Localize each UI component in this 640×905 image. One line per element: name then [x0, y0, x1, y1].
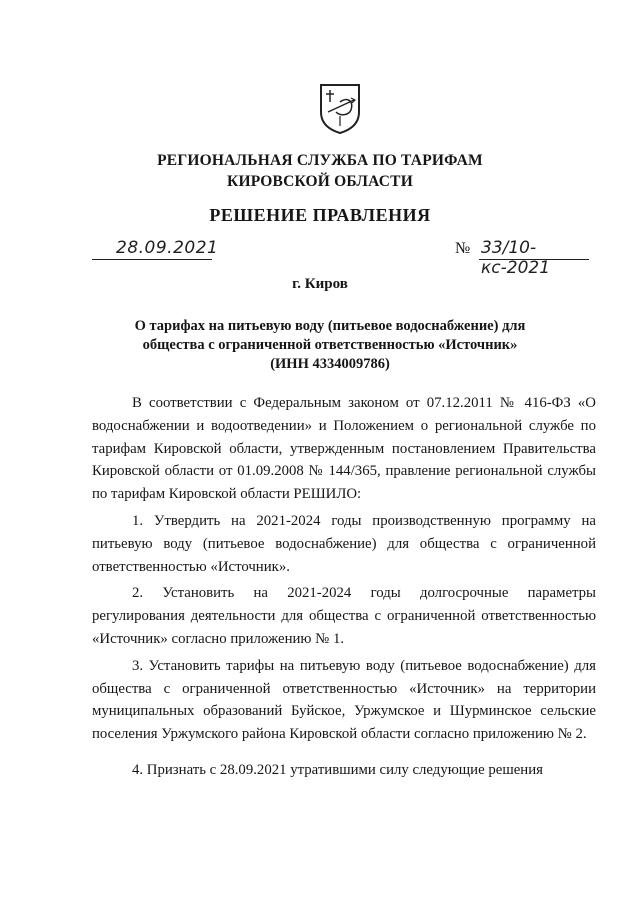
decision-title: РЕШЕНИЕ ПРАВЛЕНИЯ: [209, 205, 431, 225]
decision-number: [455, 238, 595, 278]
org-line-1: РЕГИОНАЛЬНАЯ СЛУЖБА ПО ТАРИФАМ: [157, 152, 483, 169]
organization-name: [0, 150, 640, 192]
subject-line-2: общества с ограниченной ответственностью «Источник»: [142, 337, 518, 353]
intro-paragraph: В соответствии с Федеральным законом от 07.12.2011 № 416-ФЗ «О водоснабжении и водоотведении» и Положением о региональной службе по тарифам Кировской области, утвержденным постановлением Правительства Кировской области от 01.09.2008 № 144/365, правление региональной службы по тарифам Кировской области РЕШИЛО:: [92, 395, 596, 503]
item-1-paragraph: 1. Утвердить на 2021-2024 годы производственную программу на питьевую воду (питьевое водоснабжение) для общества с ограниченной ответственностью «Источник».: [92, 512, 596, 575]
subject-line-1: О тарифах на питьевую воду (питьевое водоснабжение) для: [134, 318, 526, 334]
coat-of-arms-icon: [318, 82, 362, 134]
number-underline: [479, 259, 589, 260]
org-line-2: КИРОВСКОЙ ОБЛАСТИ: [227, 173, 413, 190]
decision-date: [92, 238, 217, 264]
city: г. Киров: [292, 276, 348, 292]
date-underline: [92, 259, 212, 260]
item-2-paragraph: 2. Установить на 2021-2024 годы долгосрочные параметры регулирования деятельности для общества с ограниченной ответственностью «Источник» согласно приложению № 1.: [92, 585, 596, 647]
item-3-paragraph: 3. Установить тарифы на питьевую воду (питьевое водоснабжение) для общества с ограниченной ответственностью «Источник» на территории муниципальных образований Буйское, Уржумское и Шурминское сельские поселения Уржумского района Кировской области согласно приложению № 2.: [92, 657, 596, 743]
number-sign: №: [455, 240, 471, 257]
number-value: 33/10-кс-2021: [481, 238, 551, 278]
subject-line-3: (ИНН 4334009786): [270, 356, 390, 372]
item-4-paragraph: 4. Признать с 28.09.2021 утратившими силу следующие решения: [132, 761, 543, 778]
decision-body: [92, 392, 596, 782]
date-value: 28.09.2021: [116, 238, 219, 258]
decision-subject: [100, 317, 560, 374]
